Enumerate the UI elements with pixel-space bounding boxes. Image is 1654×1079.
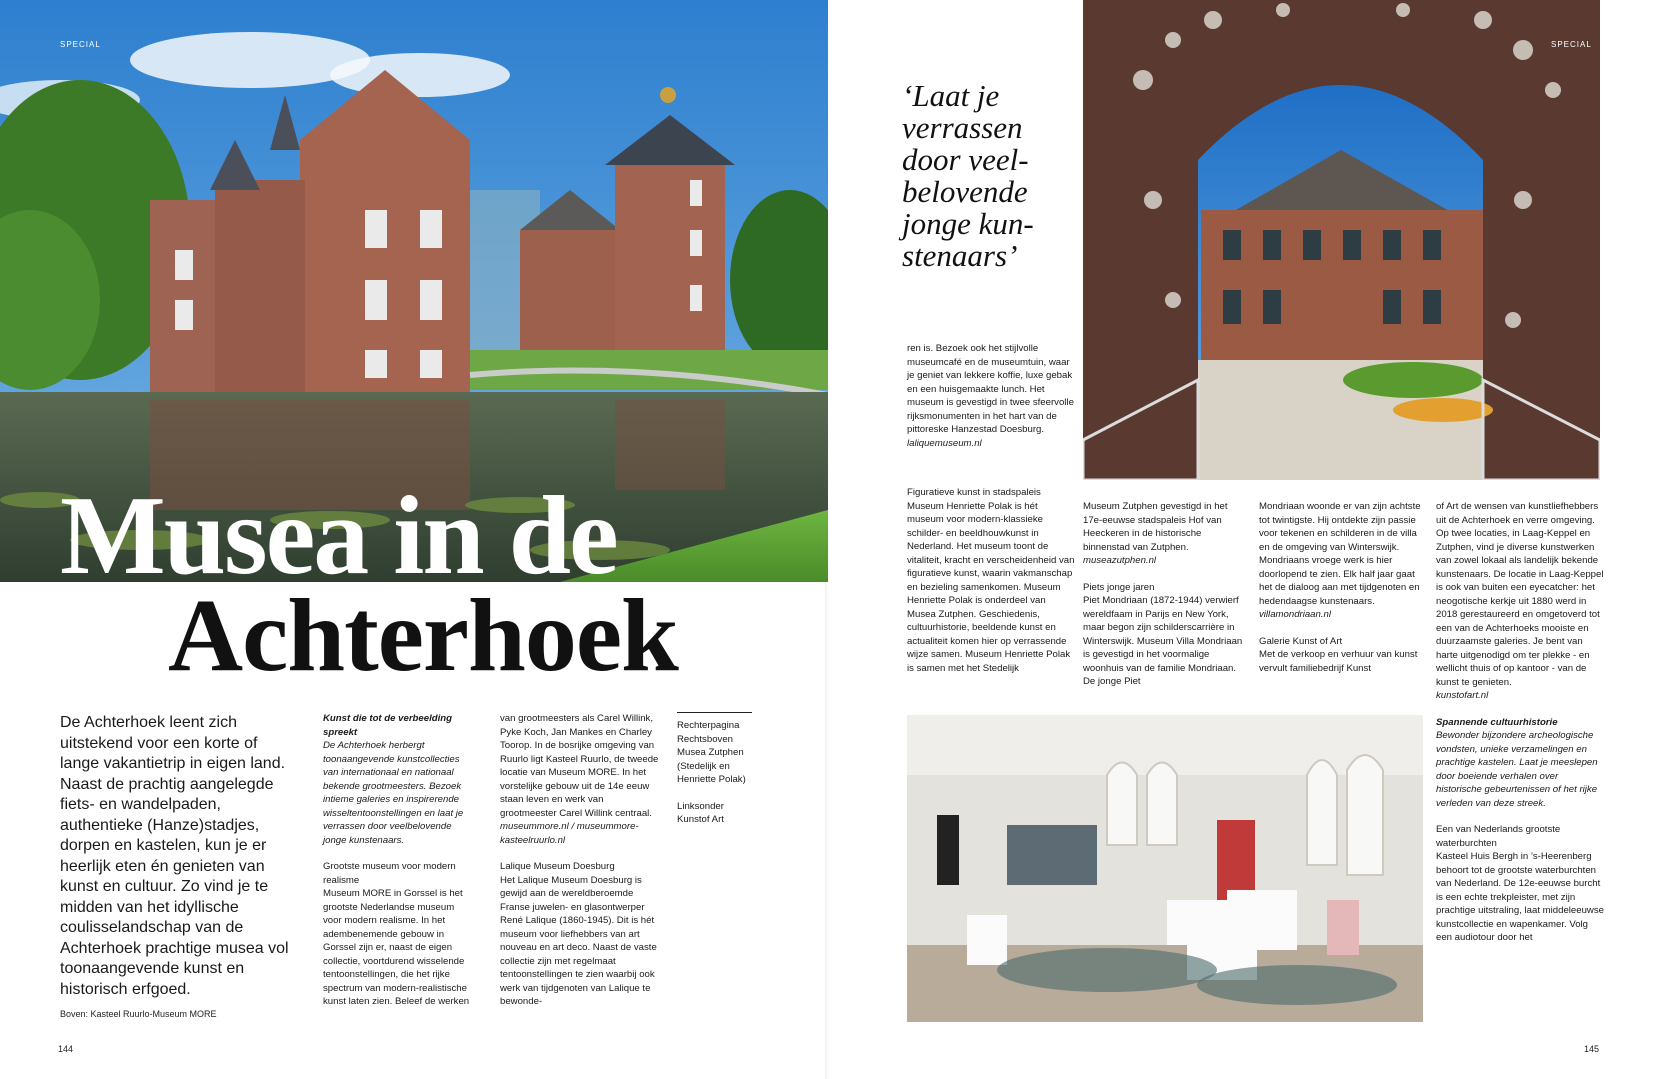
page-number-left: 144	[58, 1044, 74, 1054]
intro-paragraph: De Achterhoek leent zich uitstekend voor een korte of lange vakantietrip in eigen land. Naast de prachtig aangelegde fiets- en wandelpaden, authentieke (Hanze)stadjes, dorpen en kastelen, kun je er heerlijk eten én genieten van kunst en cultuur. Zo vind je te midden van het idyllische coulisselandschap van de Achterhoek prachtige musea vol toonaangevende kunst en historisch erfgoed.	[60, 714, 289, 998]
column-right-3	[1259, 500, 1424, 675]
section-label-left: SPECIAL	[60, 40, 101, 49]
column-body: Museum MORE in Gorssel is het grootste Nederlandse museum voor modern realisme. In het adembenemende gebouw in Gorssel zijn er, naast de eigen collectie, voortdurend wisselende tentoonstellingen, die het rijke spectrum van modern-realistische kunst laten zien. Beleef de werken	[323, 888, 470, 1007]
column-body: ren is. Bezoek ook het stijlvolle museumcafé en de museumtuin, waar je geniet van lekkere koffie, luxe gebak en een huisgemaakte lunch. Het museum is gevestigd in twee sfeervolle rijksmonumenten in het hart van de pittoreske Hanzestad Doesburg.	[907, 343, 1074, 435]
column-subheading: Grootste museum voor modern realisme	[323, 861, 456, 886]
column-body: Mondriaan woonde er van zijn achtste tot twintigste. Hij ontdekte zijn passie voor tekenen en schilderen in de villa en de omgeving van Winterswijk. Mondriaans vroege werk is hier doorlopend te zien. Elk half jaar gaat het de dialoog aan met tijdgenoten en hedendaagse kunstenaars.	[1259, 501, 1421, 607]
kunst-of-art-link[interactable]: kunstofart.nl	[1436, 690, 1489, 701]
column-body: Met de verkoop en verhuur van kunst vervult familiebedrijf Kunst	[1259, 649, 1418, 674]
pull-quote: ‘Laat je verrassen door veel-belovende jonge kun-stenaars’	[902, 78, 1034, 273]
column-body: Het Lalique Museum Doesburg is gewijd aan de wereldberoemde Franse juwelen- en glasontwerper René Lalique (1860-1945). Dit is hét museum voor liefhebbers van art nouveau en art deco. Naast de vaste collectie zijn met regelmaat tentoonstellingen te zien waarbij ook werk van tijdgenoten van Lalique te bewonde-	[500, 874, 657, 1007]
caption-bottom-left: Linksonder Kunstof Art	[677, 800, 724, 825]
page-number-right: 145	[1584, 1044, 1600, 1054]
villa-mondriaan-link[interactable]: villamondriaan.nl	[1259, 609, 1331, 620]
photo-arch-garden	[1083, 0, 1600, 480]
lalique-museum-link[interactable]: laliquemuseum.nl	[907, 437, 982, 449]
column-subheading: Een van Nederlands grootste waterburchten	[1436, 824, 1561, 849]
photo-captions	[677, 712, 752, 827]
column-body: of Art de wensen van kunstliefhebbers uit de Achterhoek en verre omgeving. Op twee locaties, in Laag-Keppel en Zutphen, vind je diverse kunstwerken van zowel lokaal als landelijk bekende kunstenaars. De locatie in Laag-Keppel is ook van buiten een eyecatcher: het neogotische kerkje uit 1880 werd in 2018 gerestaureerd en omgetoverd tot een van de Achterhoeks mooiste en duurzaamste galeries. Je bent van harte uitgenodigd om ter plekke - en wellicht thuis of op kantoor - van de kunst te genieten.	[1436, 501, 1604, 688]
column-subheading: Figuratieve kunst in stadspaleis	[907, 487, 1041, 498]
column-body: van grootmeesters als Carel Willink, Pyke Koch, Jan Mankes en Charley Toorop. In de bosrijke omgeving van Ruurlo ligt Kasteel Ruurlo, de tweede locatie van Museum MORE. In het vorstelijke gebouw uit de 14e eeuw staan leven en werk van grootmeester Carel Willink centraal.	[500, 713, 659, 819]
column-right-0	[907, 342, 1077, 450]
photo-caption-castle: Boven: Kasteel Ruurlo-Museum MORE	[60, 1009, 217, 1019]
column-subheading: Piets jonge jaren	[1083, 581, 1155, 593]
musea-zutphen-link[interactable]: museazutphen.nl	[1083, 555, 1157, 566]
column-lead: Bewonder bijzondere archeologische vondsten, unieke verzamelingen en prachtige kastelen. Laat je meeslepen door boeiende verhalen over historische gebeurtenissen of het rijke verleden van deze streek.	[1436, 730, 1598, 809]
museum-more-link[interactable]: museummore.nl / museummore-kasteelruurlo.nl	[500, 821, 639, 846]
column-subheading: Galerie Kunst of Art	[1259, 635, 1343, 647]
photo-gallery-interior	[907, 715, 1423, 1022]
column-body: Museum Henriette Polak is hét museum voor modern-klassieke schilder- en beeldhouwkunst in Nederland. Het museum toont de vitaliteit, kracht en verscheidenheid van figuratieve kunst, waarin vakmanschap en bezieling samenkomen. Museum Henriette Polak is onderdeel van Musea Zutphen. Geschiedenis, cultuurhistorie, beeldende kunst en actualiteit komen hier op verrassende wijze samen. Museum Henriette Polak is samen met het Stedelijk	[907, 500, 1075, 674]
column-left-1	[323, 712, 473, 1009]
column-lead: De Achterhoek herbergt toonaangevende kunstcollecties van internationaal en nationaal bekende grootmeesters. Bezoek intieme galeries en inspirerende wisseltentoonstellingen en laat je verrassen door veelbelovende jonge kunstenaars.	[323, 740, 464, 846]
column-body: Piet Mondriaan (1872-1944) verwierf wereldfaam in Parijs en New York, maar begon zijn schilderscarrière in Winterswijk. Museum Villa Mondriaan is gevestigd in het voormalige woonhuis van de familie Mondriaan. De jonge Piet	[1083, 595, 1243, 687]
caption-right-page: Rechterpagina Rechtsboven Musea Zutphen (Stedelijk en Henriette Polak)	[677, 720, 746, 785]
section-label-right: SPECIAL	[1551, 40, 1592, 49]
column-right-4	[1436, 500, 1606, 945]
column-subheading: Lalique Museum Doesburg	[500, 861, 615, 872]
column-left-2	[500, 712, 660, 1009]
column-body: Kasteel Huis Bergh in ’s-Heerenberg behoort tot de grootste waterburchten van Nederland. De 12e-eeuwse burcht is een echte trekpleister, met zijn prachtige uitstraling, laat middeleeuwse kunstcollectie en wapenkamer. Volg een audiotour door het	[1436, 851, 1604, 943]
headline-line-1: Musea in de	[60, 474, 617, 598]
column-right-1	[907, 486, 1077, 675]
headline-line-2: Achterhoek	[168, 578, 678, 693]
column-right-2	[1083, 500, 1248, 689]
column-body: Museum Zutphen gevestigd in het 17e-eeuwse stadspaleis Hof van Heeckeren in de historische binnenstad van Zutphen.	[1083, 501, 1228, 553]
column-heading: Spannende cultuurhistorie	[1436, 716, 1558, 728]
column-heading: Kunst die tot de verbeelding spreekt	[323, 713, 452, 738]
